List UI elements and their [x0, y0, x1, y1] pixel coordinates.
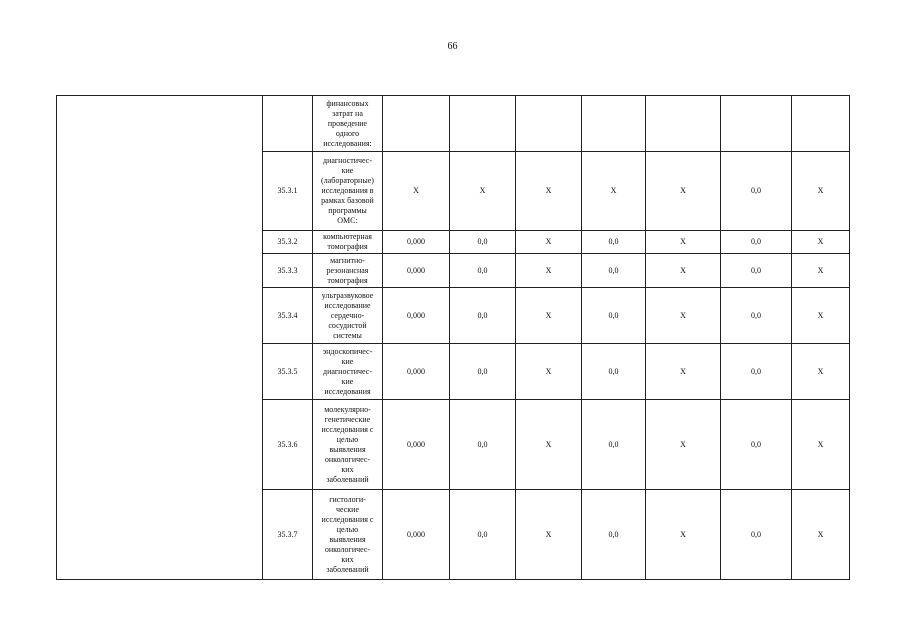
value-cell: 0,0	[582, 254, 646, 288]
value-cell: X	[792, 288, 850, 344]
value-cell: X	[792, 490, 850, 580]
value-cell	[721, 96, 792, 152]
value-cell: 0,0	[721, 490, 792, 580]
table-row-header	[57, 96, 850, 152]
value-cell: 0,000	[383, 400, 450, 490]
value-cell: 0,0	[721, 344, 792, 400]
value-cell: 0,000	[383, 490, 450, 580]
value-cell: X	[646, 344, 721, 400]
value-cell: X	[516, 152, 582, 231]
indicator-name-cell: диагностичес- кие (лабораторные) исследования в рамках базовой программы ОМС:	[313, 152, 383, 231]
value-cell	[582, 96, 646, 152]
value-cell: X	[646, 490, 721, 580]
value-cell: 0,000	[383, 344, 450, 400]
value-cell: X	[646, 254, 721, 288]
indicator-name-cell: молекулярно- генетические исследования с целью выявления онкологичес- ких заболеваний	[313, 400, 383, 490]
value-cell: X	[646, 231, 721, 254]
value-cell: X	[516, 288, 582, 344]
value-cell: X	[516, 400, 582, 490]
indicator-name-cell: ультразвуковое исследование сердечно- сосудистой системы	[313, 288, 383, 344]
value-cell: 0,0	[450, 254, 516, 288]
indicator-name-cell: компьютерная томография	[313, 231, 383, 254]
value-cell	[383, 96, 450, 152]
data-table	[56, 95, 850, 580]
value-cell: 0,0	[450, 231, 516, 254]
value-cell: 0,0	[450, 490, 516, 580]
value-cell: X	[383, 152, 450, 231]
value-cell: 0,0	[582, 490, 646, 580]
value-cell: 0,000	[383, 231, 450, 254]
value-cell	[792, 96, 850, 152]
indicator-name-cell: гистологи- ческие исследования с целью выявления онкологичес- ких заболеваний	[313, 490, 383, 580]
value-cell: 0,0	[721, 400, 792, 490]
code-cell: 35.3.6	[263, 400, 313, 490]
value-cell: X	[646, 288, 721, 344]
code-cell: 35.3.7	[263, 490, 313, 580]
value-cell: X	[792, 254, 850, 288]
value-cell: X	[792, 400, 850, 490]
indicator-name-cell: магнитно- резонансная томография	[313, 254, 383, 288]
value-cell: X	[646, 400, 721, 490]
value-cell: X	[582, 152, 646, 231]
code-cell: 35.3.3	[263, 254, 313, 288]
value-cell: 0,0	[582, 400, 646, 490]
value-cell	[516, 96, 582, 152]
value-cell: 0,0	[582, 288, 646, 344]
value-cell: 0,0	[721, 254, 792, 288]
value-cell: 0,0	[450, 344, 516, 400]
value-cell	[646, 96, 721, 152]
code-cell: 35.3.5	[263, 344, 313, 400]
value-cell: X	[792, 231, 850, 254]
indicator-name-cell: эндоскопичес- кие диагностичес- кие исследования	[313, 344, 383, 400]
page-number: 66	[447, 41, 458, 52]
value-cell: X	[516, 231, 582, 254]
value-cell: 0,0	[450, 400, 516, 490]
empty-left-cell	[57, 96, 263, 580]
value-cell: X	[792, 344, 850, 400]
value-cell	[450, 96, 516, 152]
value-cell: 0,0	[721, 231, 792, 254]
value-cell: X	[516, 490, 582, 580]
value-cell: 0,0	[450, 288, 516, 344]
code-cell: 35.3.1	[263, 152, 313, 231]
indicator-name-cell: финансовых затрат на проведение одного исследования:	[313, 96, 383, 152]
value-cell: X	[516, 254, 582, 288]
value-cell: 0,0	[582, 344, 646, 400]
code-cell: 35.3.4	[263, 288, 313, 344]
value-cell: 0,000	[383, 254, 450, 288]
code-cell: 35.3.2	[263, 231, 313, 254]
value-cell: X	[646, 152, 721, 231]
value-cell: X	[792, 152, 850, 231]
value-cell: 0,0	[721, 288, 792, 344]
value-cell: 0,000	[383, 288, 450, 344]
code-cell	[263, 96, 313, 152]
value-cell: X	[450, 152, 516, 231]
value-cell: 0,0	[582, 231, 646, 254]
value-cell: X	[516, 344, 582, 400]
value-cell: 0,0	[721, 152, 792, 231]
